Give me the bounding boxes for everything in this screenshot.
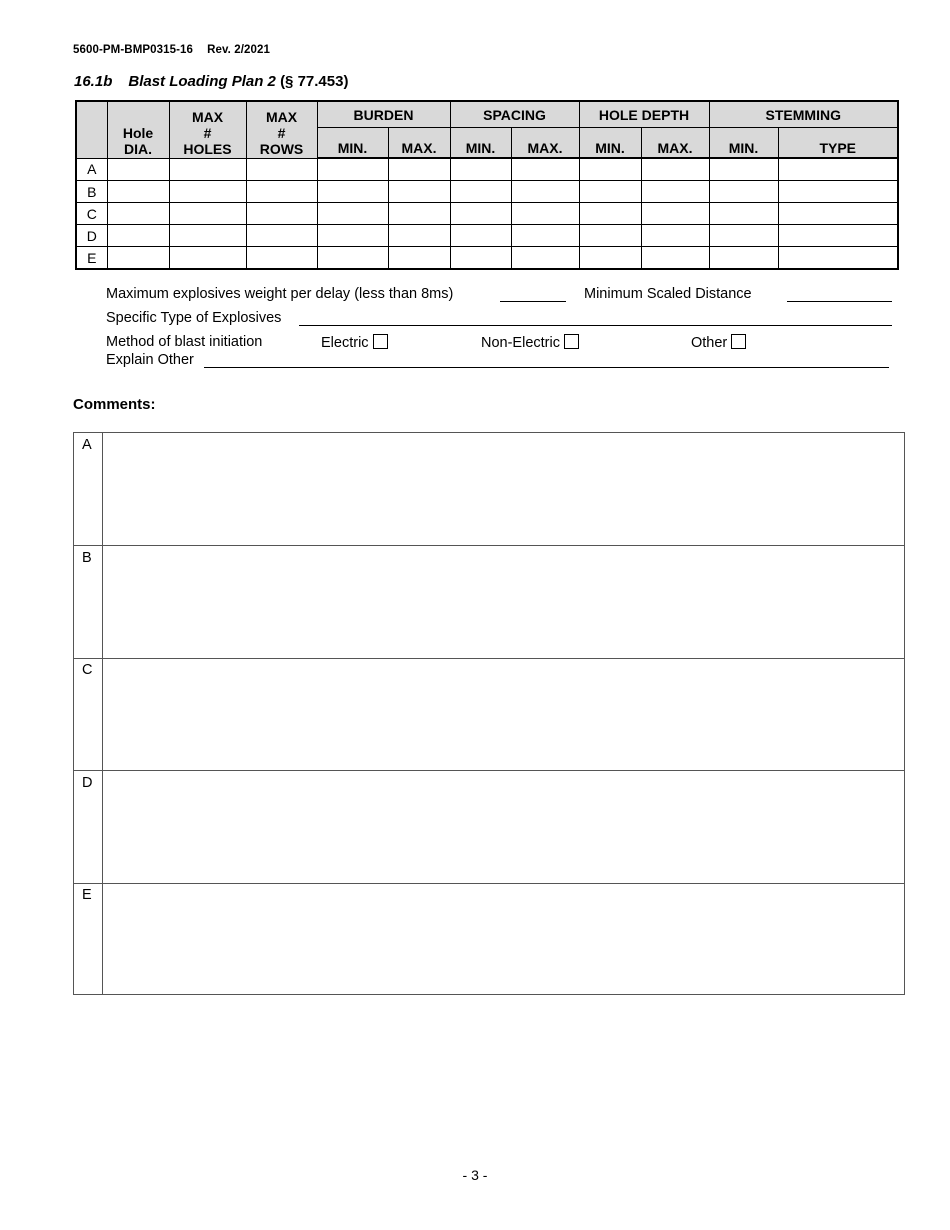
max-rows-header bbox=[246, 101, 317, 158]
section-name: Blast Loading Plan 2 bbox=[128, 73, 276, 90]
table-cell[interactable] bbox=[317, 225, 388, 247]
spacing-max-header: MAX. bbox=[511, 128, 579, 159]
specific-type-field[interactable] bbox=[299, 312, 892, 326]
table-cell[interactable] bbox=[388, 203, 450, 225]
burden-min-header: MIN. bbox=[317, 128, 388, 159]
table-cell[interactable] bbox=[169, 225, 246, 247]
row-label: B bbox=[76, 181, 107, 203]
comment-text-area[interactable] bbox=[103, 771, 904, 883]
rows-header-line2: # bbox=[277, 124, 286, 141]
table-cell[interactable] bbox=[107, 181, 169, 203]
table-cell[interactable] bbox=[511, 181, 579, 203]
other-checkbox[interactable] bbox=[731, 334, 746, 349]
burden-max-header: MAX. bbox=[388, 128, 450, 159]
table-cell[interactable] bbox=[579, 247, 641, 270]
table-cell[interactable] bbox=[107, 158, 169, 181]
method-label: Method of blast initiation bbox=[106, 334, 263, 350]
table-cell[interactable] bbox=[778, 203, 898, 225]
table-cell[interactable] bbox=[709, 225, 778, 247]
other-option[interactable] bbox=[691, 334, 746, 351]
table-cell[interactable] bbox=[511, 225, 579, 247]
table-cell[interactable] bbox=[169, 158, 246, 181]
comment-row bbox=[74, 433, 904, 546]
table-cell[interactable] bbox=[641, 181, 709, 203]
comment-row-label: E bbox=[74, 883, 103, 995]
table-cell[interactable] bbox=[709, 158, 778, 181]
hole-dia-header bbox=[107, 101, 169, 158]
table-cell[interactable] bbox=[511, 203, 579, 225]
table-row bbox=[76, 247, 898, 270]
table-row bbox=[76, 181, 898, 203]
stemming-min-header: MIN. bbox=[709, 128, 778, 159]
row-label-header bbox=[76, 101, 107, 158]
stemming-header: STEMMING bbox=[709, 101, 898, 128]
table-cell[interactable] bbox=[246, 158, 317, 181]
max-holes-header bbox=[169, 101, 246, 158]
table-cell[interactable] bbox=[317, 203, 388, 225]
non-electric-checkbox[interactable] bbox=[564, 334, 579, 349]
table-cell[interactable] bbox=[246, 225, 317, 247]
table-cell[interactable] bbox=[511, 247, 579, 270]
table-cell[interactable] bbox=[169, 203, 246, 225]
comment-row-label: C bbox=[74, 658, 103, 770]
table-cell[interactable] bbox=[246, 181, 317, 203]
depth-min-header: MIN. bbox=[579, 128, 641, 159]
table-cell[interactable] bbox=[641, 225, 709, 247]
max-weight-label: Maximum explosives weight per delay (less than 8ms) bbox=[106, 286, 454, 302]
table-cell[interactable] bbox=[107, 203, 169, 225]
depth-max-header: MAX. bbox=[641, 128, 709, 159]
stemming-type-header: TYPE bbox=[778, 128, 898, 159]
min-scaled-label: Minimum Scaled Distance bbox=[584, 286, 752, 302]
min-scaled-field[interactable] bbox=[787, 288, 892, 302]
table-cell[interactable] bbox=[107, 225, 169, 247]
comment-text-area[interactable] bbox=[103, 883, 904, 995]
form-header bbox=[73, 44, 270, 56]
table-cell[interactable] bbox=[709, 181, 778, 203]
holes-header-line1: MAX bbox=[191, 108, 224, 125]
table-cell[interactable] bbox=[388, 225, 450, 247]
spacing-min-header: MIN. bbox=[450, 128, 511, 159]
comment-row bbox=[74, 771, 904, 884]
table-cell[interactable] bbox=[246, 203, 317, 225]
holes-header-line2: # bbox=[203, 124, 212, 141]
section-number: 16.1b bbox=[74, 73, 113, 90]
comment-text-area[interactable] bbox=[103, 433, 904, 545]
blast-loading-table bbox=[75, 100, 899, 270]
table-cell[interactable] bbox=[450, 247, 511, 270]
comment-row-label: D bbox=[74, 771, 103, 883]
rows-header-line3: ROWS bbox=[259, 140, 304, 157]
page-number: - 3 - bbox=[462, 1167, 488, 1183]
electric-checkbox[interactable] bbox=[373, 334, 388, 349]
table-cell[interactable] bbox=[778, 225, 898, 247]
rows-header-line1: MAX bbox=[265, 108, 298, 125]
table-cell[interactable] bbox=[169, 181, 246, 203]
non-electric-label: Non-Electric bbox=[481, 335, 560, 351]
burden-header: BURDEN bbox=[317, 101, 450, 128]
comment-text-area[interactable] bbox=[103, 658, 904, 770]
max-weight-field[interactable] bbox=[500, 288, 566, 302]
table-row bbox=[76, 158, 898, 181]
explain-other-field[interactable] bbox=[204, 354, 889, 368]
table-cell[interactable] bbox=[169, 247, 246, 270]
other-label: Other bbox=[691, 335, 728, 351]
spacing-header: SPACING bbox=[450, 101, 579, 128]
form-revision: Rev. 2/2021 bbox=[207, 44, 270, 56]
table-cell[interactable] bbox=[388, 158, 450, 181]
hole-header-line1: Hole bbox=[122, 124, 154, 141]
table-cell[interactable] bbox=[317, 247, 388, 270]
row-label: C bbox=[76, 203, 107, 225]
table-cell[interactable] bbox=[450, 158, 511, 181]
form-id: 5600-PM-BMP0315-16 bbox=[73, 44, 194, 56]
table-cell[interactable] bbox=[388, 247, 450, 270]
table-cell[interactable] bbox=[107, 247, 169, 270]
table-cell[interactable] bbox=[709, 203, 778, 225]
table-cell[interactable] bbox=[579, 158, 641, 181]
table-cell[interactable] bbox=[579, 225, 641, 247]
electric-option[interactable] bbox=[321, 334, 388, 351]
table-cell[interactable] bbox=[450, 225, 511, 247]
hole-header-line2: DIA. bbox=[124, 140, 152, 157]
specific-type-label: Specific Type of Explosives bbox=[106, 310, 282, 326]
comments-label: Comments: bbox=[73, 396, 156, 413]
row-label: D bbox=[76, 225, 107, 247]
table-row bbox=[76, 225, 898, 247]
table-cell[interactable] bbox=[579, 181, 641, 203]
table-cell[interactable] bbox=[246, 247, 317, 270]
section-reference: (§ 77.453) bbox=[280, 73, 349, 90]
table-cell[interactable] bbox=[450, 181, 511, 203]
comment-row bbox=[74, 658, 904, 771]
non-electric-option[interactable] bbox=[481, 334, 579, 351]
table-row bbox=[76, 203, 898, 225]
table-cell[interactable] bbox=[641, 203, 709, 225]
hole-depth-header: HOLE DEPTH bbox=[579, 101, 709, 128]
table-cell[interactable] bbox=[709, 247, 778, 270]
comment-row-label: A bbox=[74, 433, 103, 545]
explain-other-label: Explain Other bbox=[106, 352, 194, 368]
table-cell[interactable] bbox=[778, 181, 898, 203]
table-cell[interactable] bbox=[511, 158, 579, 181]
holes-header-line3: HOLES bbox=[183, 140, 232, 157]
comment-row bbox=[74, 883, 904, 995]
table-cell[interactable] bbox=[317, 158, 388, 181]
electric-label: Electric bbox=[321, 335, 369, 351]
row-label: A bbox=[76, 158, 107, 181]
table-cell[interactable] bbox=[641, 158, 709, 181]
comment-text-area[interactable] bbox=[103, 546, 904, 658]
table-cell[interactable] bbox=[579, 203, 641, 225]
comment-row-label: B bbox=[74, 546, 103, 658]
table-cell[interactable] bbox=[641, 247, 709, 270]
row-label: E bbox=[76, 247, 107, 270]
comment-row bbox=[74, 546, 904, 659]
table-cell[interactable] bbox=[388, 181, 450, 203]
table-cell[interactable] bbox=[450, 203, 511, 225]
table-cell[interactable] bbox=[778, 158, 898, 181]
table-cell[interactable] bbox=[778, 247, 898, 270]
table-cell[interactable] bbox=[317, 181, 388, 203]
section-title bbox=[74, 73, 348, 90]
comments-box bbox=[73, 432, 905, 995]
